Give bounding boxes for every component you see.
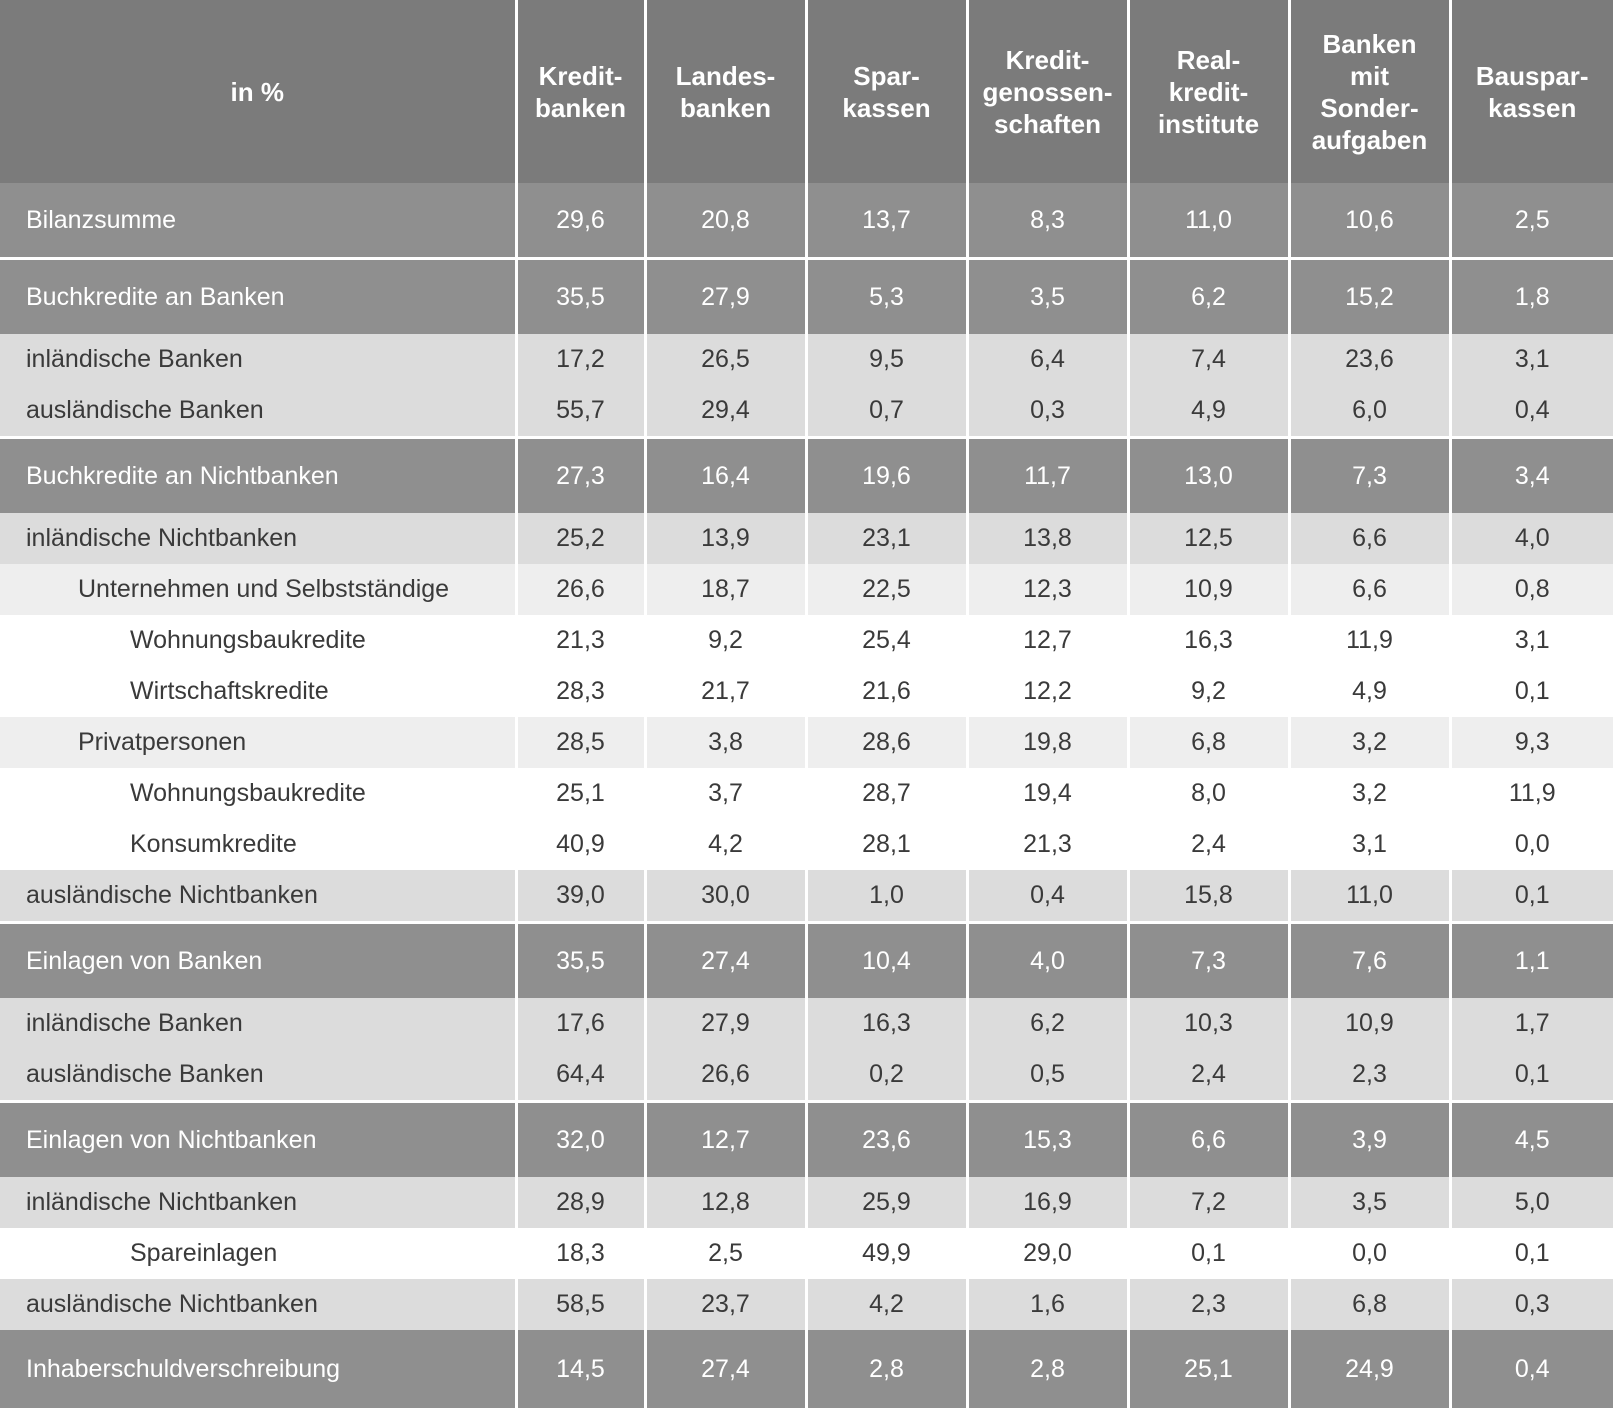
cell-value: 6,6 <box>1289 564 1450 615</box>
row-label: Wohnungsbaukredite <box>0 615 516 666</box>
table-row <box>0 513 1613 564</box>
cell-value: 0,0 <box>1450 819 1613 870</box>
row-label: inländische Nichtbanken <box>0 1177 516 1228</box>
cell-value: 0,7 <box>806 385 967 438</box>
row-label: Wirtschaftskredite <box>0 666 516 717</box>
cell-value: 29,0 <box>967 1228 1128 1279</box>
table-row <box>0 1279 1613 1330</box>
cell-value: 12,5 <box>1128 513 1289 564</box>
cell-value: 3,2 <box>1289 768 1450 819</box>
cell-value: 4,0 <box>967 923 1128 999</box>
cell-value: 28,1 <box>806 819 967 870</box>
cell-value: 26,5 <box>645 334 806 385</box>
row-label: Wohnungsbaukredite <box>0 768 516 819</box>
header-row <box>0 0 1613 183</box>
row-label: Einlagen von Banken <box>0 923 516 999</box>
cell-value: 0,1 <box>1450 1228 1613 1279</box>
table-row <box>0 1228 1613 1279</box>
cell-value: 29,4 <box>645 385 806 438</box>
cell-value: 10,9 <box>1289 998 1450 1049</box>
cell-value: 12,7 <box>645 1102 806 1178</box>
table-row <box>0 717 1613 768</box>
row-label: Einlagen von Nichtbanken <box>0 1102 516 1178</box>
cell-value: 9,2 <box>645 615 806 666</box>
cell-value: 6,6 <box>1289 513 1450 564</box>
cell-value: 3,7 <box>645 768 806 819</box>
cell-value: 12,7 <box>967 615 1128 666</box>
table-row <box>0 615 1613 666</box>
cell-value: 19,6 <box>806 438 967 514</box>
cell-value: 11,7 <box>967 438 1128 514</box>
cell-value: 40,9 <box>516 819 645 870</box>
cell-value: 11,9 <box>1289 615 1450 666</box>
row-label: ausländische Nichtbanken <box>0 1279 516 1330</box>
cell-value: 21,3 <box>516 615 645 666</box>
cell-value: 64,4 <box>516 1049 645 1102</box>
row-label: Privatpersonen <box>0 717 516 768</box>
cell-value: 16,9 <box>967 1177 1128 1228</box>
cell-value: 25,1 <box>1128 1330 1289 1408</box>
row-label: ausländische Banken <box>0 385 516 438</box>
cell-value: 27,9 <box>645 259 806 335</box>
cell-value: 11,0 <box>1289 870 1450 923</box>
cell-value: 21,3 <box>967 819 1128 870</box>
cell-value: 28,3 <box>516 666 645 717</box>
cell-value: 7,4 <box>1128 334 1289 385</box>
header-col-realkreditinstitute: Real- kredit- institute <box>1128 0 1289 183</box>
table-row <box>0 259 1613 335</box>
cell-value: 3,5 <box>1289 1177 1450 1228</box>
cell-value: 5,0 <box>1450 1177 1613 1228</box>
cell-value: 1,6 <box>967 1279 1128 1330</box>
row-label: Buchkredite an Nichtbanken <box>0 438 516 514</box>
cell-value: 15,3 <box>967 1102 1128 1178</box>
cell-value: 6,0 <box>1289 385 1450 438</box>
cell-value: 22,5 <box>806 564 967 615</box>
cell-value: 55,7 <box>516 385 645 438</box>
cell-value: 23,7 <box>645 1279 806 1330</box>
cell-value: 2,5 <box>1450 183 1613 259</box>
table-row <box>0 1049 1613 1102</box>
cell-value: 2,5 <box>645 1228 806 1279</box>
cell-value: 23,6 <box>806 1102 967 1178</box>
cell-value: 11,9 <box>1450 768 1613 819</box>
cell-value: 12,2 <box>967 666 1128 717</box>
cell-value: 0,0 <box>1289 1228 1450 1279</box>
cell-value: 0,2 <box>806 1049 967 1102</box>
cell-value: 0,5 <box>967 1049 1128 1102</box>
cell-value: 19,8 <box>967 717 1128 768</box>
cell-value: 16,3 <box>806 998 967 1049</box>
table-row <box>0 768 1613 819</box>
cell-value: 4,0 <box>1450 513 1613 564</box>
cell-value: 0,1 <box>1128 1228 1289 1279</box>
cell-value: 10,6 <box>1289 183 1450 259</box>
cell-value: 9,5 <box>806 334 967 385</box>
cell-value: 49,9 <box>806 1228 967 1279</box>
cell-value: 5,3 <box>806 259 967 335</box>
row-label: Inhaberschuldverschreibung <box>0 1330 516 1408</box>
table-row <box>0 923 1613 999</box>
cell-value: 17,2 <box>516 334 645 385</box>
cell-value: 24,9 <box>1289 1330 1450 1408</box>
header-col-banken-mit-sonderaufgaben: Banken mit Sonder- aufgaben <box>1289 0 1450 183</box>
cell-value: 11,0 <box>1128 183 1289 259</box>
cell-value: 28,5 <box>516 717 645 768</box>
cell-value: 10,9 <box>1128 564 1289 615</box>
cell-value: 21,6 <box>806 666 967 717</box>
cell-value: 4,2 <box>806 1279 967 1330</box>
cell-value: 3,2 <box>1289 717 1450 768</box>
table-row <box>0 819 1613 870</box>
cell-value: 7,6 <box>1289 923 1450 999</box>
cell-value: 23,6 <box>1289 334 1450 385</box>
cell-value: 6,8 <box>1128 717 1289 768</box>
table-row <box>0 998 1613 1049</box>
cell-value: 13,9 <box>645 513 806 564</box>
cell-value: 0,1 <box>1450 870 1613 923</box>
row-label: ausländische Banken <box>0 1049 516 1102</box>
cell-value: 3,8 <box>645 717 806 768</box>
table-row <box>0 438 1613 514</box>
cell-value: 9,2 <box>1128 666 1289 717</box>
cell-value: 18,7 <box>645 564 806 615</box>
cell-value: 2,4 <box>1128 1049 1289 1102</box>
cell-value: 13,0 <box>1128 438 1289 514</box>
cell-value: 0,1 <box>1450 1049 1613 1102</box>
cell-value: 1,7 <box>1450 998 1613 1049</box>
cell-value: 6,2 <box>967 998 1128 1049</box>
cell-value: 58,5 <box>516 1279 645 1330</box>
cell-value: 3,1 <box>1289 819 1450 870</box>
table-row <box>0 564 1613 615</box>
cell-value: 0,3 <box>967 385 1128 438</box>
cell-value: 2,3 <box>1128 1279 1289 1330</box>
cell-value: 4,5 <box>1450 1102 1613 1178</box>
cell-value: 18,3 <box>516 1228 645 1279</box>
table-row <box>0 870 1613 923</box>
cell-value: 10,4 <box>806 923 967 999</box>
header-col-kreditbanken: Kredit- banken <box>516 0 645 183</box>
table-row <box>0 1177 1613 1228</box>
cell-value: 21,7 <box>645 666 806 717</box>
cell-value: 12,3 <box>967 564 1128 615</box>
cell-value: 3,1 <box>1450 615 1613 666</box>
cell-value: 3,5 <box>967 259 1128 335</box>
cell-value: 3,1 <box>1450 334 1613 385</box>
cell-value: 25,2 <box>516 513 645 564</box>
cell-value: 10,3 <box>1128 998 1289 1049</box>
cell-value: 12,8 <box>645 1177 806 1228</box>
cell-value: 7,3 <box>1289 438 1450 514</box>
cell-value: 13,7 <box>806 183 967 259</box>
cell-value: 7,3 <box>1128 923 1289 999</box>
cell-value: 26,6 <box>516 564 645 615</box>
row-label: Konsumkredite <box>0 819 516 870</box>
header-col-sparkassen: Spar- kassen <box>806 0 967 183</box>
header-col-bausparkassen: Bauspar- kassen <box>1450 0 1613 183</box>
header-col-landesbanken: Landes- banken <box>645 0 806 183</box>
cell-value: 28,6 <box>806 717 967 768</box>
table-row <box>0 334 1613 385</box>
cell-value: 17,6 <box>516 998 645 1049</box>
cell-value: 4,9 <box>1289 666 1450 717</box>
cell-value: 15,2 <box>1289 259 1450 335</box>
cell-value: 20,8 <box>645 183 806 259</box>
cell-value: 16,4 <box>645 438 806 514</box>
cell-value: 0,4 <box>1450 1330 1613 1408</box>
cell-value: 25,4 <box>806 615 967 666</box>
cell-value: 0,1 <box>1450 666 1613 717</box>
cell-value: 0,8 <box>1450 564 1613 615</box>
cell-value: 39,0 <box>516 870 645 923</box>
row-label: inländische Nichtbanken <box>0 513 516 564</box>
header-col-kreditgenossenschaften: Kredit- genossen- schaften <box>967 0 1128 183</box>
table-row <box>0 1102 1613 1178</box>
cell-value: 3,9 <box>1289 1102 1450 1178</box>
cell-value: 28,7 <box>806 768 967 819</box>
cell-value: 2,8 <box>806 1330 967 1408</box>
cell-value: 2,4 <box>1128 819 1289 870</box>
cell-value: 6,8 <box>1289 1279 1450 1330</box>
cell-value: 30,0 <box>645 870 806 923</box>
cell-value: 23,1 <box>806 513 967 564</box>
cell-value: 32,0 <box>516 1102 645 1178</box>
cell-value: 4,2 <box>645 819 806 870</box>
cell-value: 26,6 <box>645 1049 806 1102</box>
cell-value: 8,0 <box>1128 768 1289 819</box>
header-unit: in % <box>0 0 516 183</box>
cell-value: 4,9 <box>1128 385 1289 438</box>
cell-value: 27,4 <box>645 1330 806 1408</box>
cell-value: 0,3 <box>1450 1279 1613 1330</box>
table-row <box>0 385 1613 438</box>
cell-value: 29,6 <box>516 183 645 259</box>
table-row <box>0 1330 1613 1408</box>
cell-value: 27,4 <box>645 923 806 999</box>
cell-value: 1,1 <box>1450 923 1613 999</box>
cell-value: 27,3 <box>516 438 645 514</box>
cell-value: 15,8 <box>1128 870 1289 923</box>
cell-value: 14,5 <box>516 1330 645 1408</box>
cell-value: 25,9 <box>806 1177 967 1228</box>
cell-value: 6,4 <box>967 334 1128 385</box>
cell-value: 27,9 <box>645 998 806 1049</box>
row-label: inländische Banken <box>0 998 516 1049</box>
cell-value: 19,4 <box>967 768 1128 819</box>
cell-value: 8,3 <box>967 183 1128 259</box>
cell-value: 13,8 <box>967 513 1128 564</box>
table-body <box>0 183 1613 1408</box>
cell-value: 0,4 <box>967 870 1128 923</box>
cell-value: 28,9 <box>516 1177 645 1228</box>
row-label: inländische Banken <box>0 334 516 385</box>
cell-value: 16,3 <box>1128 615 1289 666</box>
cell-value: 1,8 <box>1450 259 1613 335</box>
cell-value: 35,5 <box>516 259 645 335</box>
cell-value: 2,3 <box>1289 1049 1450 1102</box>
cell-value: 2,8 <box>967 1330 1128 1408</box>
cell-value: 25,1 <box>516 768 645 819</box>
cell-value: 35,5 <box>516 923 645 999</box>
table-row <box>0 183 1613 259</box>
cell-value: 1,0 <box>806 870 967 923</box>
cell-value: 9,3 <box>1450 717 1613 768</box>
row-label: Buchkredite an Banken <box>0 259 516 335</box>
row-label: Spareinlagen <box>0 1228 516 1279</box>
cell-value: 0,4 <box>1450 385 1613 438</box>
row-label: Unternehmen und Selbstständige <box>0 564 516 615</box>
cell-value: 7,2 <box>1128 1177 1289 1228</box>
cell-value: 6,2 <box>1128 259 1289 335</box>
cell-value: 6,6 <box>1128 1102 1289 1178</box>
table-row <box>0 666 1613 717</box>
row-label: Bilanzsumme <box>0 183 516 259</box>
row-label: ausländische Nichtbanken <box>0 870 516 923</box>
cell-value: 3,4 <box>1450 438 1613 514</box>
